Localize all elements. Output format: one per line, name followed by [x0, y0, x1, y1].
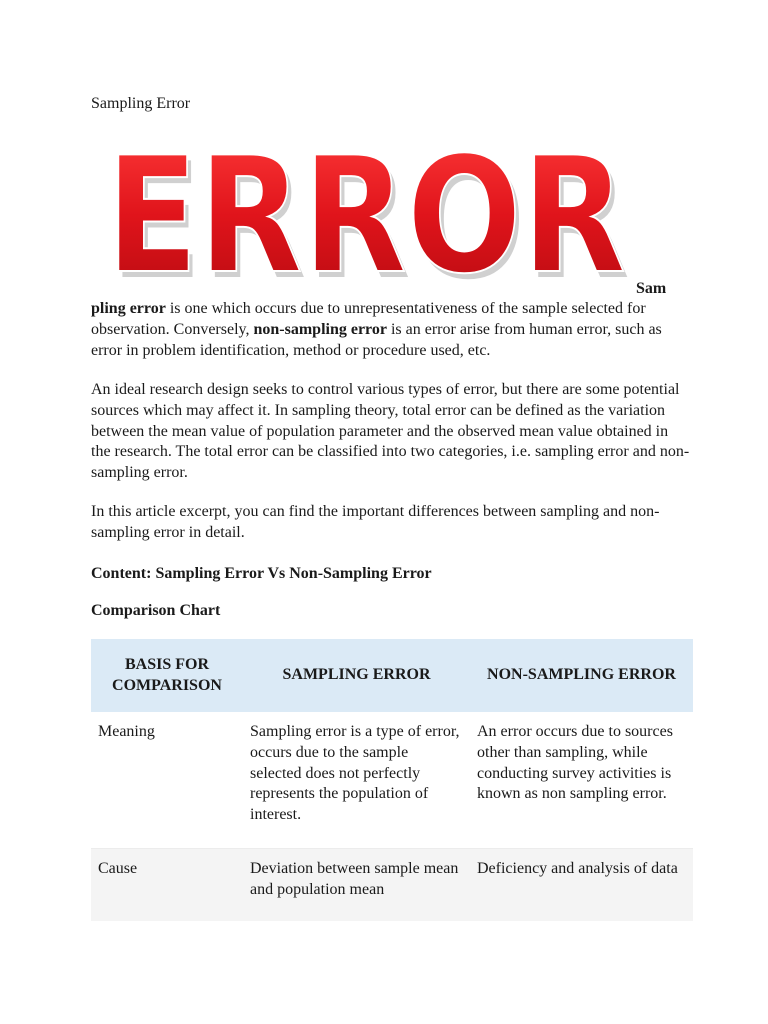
intro-bold-term-2: non-sampling error: [253, 320, 387, 338]
cell-sampling: Sampling error is a type of error, occurs due to the sample selected does not perfectly represents the population of interest.: [243, 712, 470, 849]
cell-non-sampling: An error occurs due to sources other than sampling, while conducting survey activities is known as non sampling error.: [470, 712, 693, 849]
content-heading: Content: Sampling Error Vs Non-Sampling Error: [91, 565, 432, 582]
cell-basis: Cause: [91, 849, 243, 922]
logo-text: ERROR: [106, 143, 626, 288]
intro-bold-term: pling error: [91, 300, 166, 317]
comparison-table: [91, 639, 693, 921]
paragraph-research-design: An ideal research design seeks to control various types of error, but there are some potential sources which may affect it. In sampling theory, total error can be defined as the variation between the mean value of population parameter and the observed mean value obtained in the research. The total error can be classified into two categories, i.e. sampling error and non-sampling error.: [91, 381, 690, 482]
intro-text-2: is an error arise from human error, such as error in problem identification, method or procedure used, etc.: [91, 320, 662, 359]
cell-non-sampling: Deficiency and analysis of data: [470, 849, 693, 922]
header-sampling-error: SAMPLING ERROR: [243, 639, 470, 712]
cell-basis: Meaning: [91, 712, 243, 849]
header-non-sampling-error: NON-SAMPLING ERROR: [470, 639, 693, 712]
error-logo-image: [96, 143, 636, 288]
paragraph-excerpt: In this article excerpt, you can find the important differences between sampling and non-sampling error in detail.: [91, 503, 660, 541]
comparison-chart-heading: Comparison Chart: [91, 602, 221, 619]
header-basis: BASIS FOR COMPARISON: [91, 639, 243, 712]
cell-sampling: Deviation between sample mean and population mean: [243, 849, 470, 922]
table-row: [91, 712, 693, 849]
table-row: [91, 849, 693, 922]
intro-lead-fragment: Sam: [636, 280, 667, 297]
document-title: Sampling Error: [91, 95, 191, 112]
intro-text-1: is one which occurs due to unrepresentativeness of the sample selected for observation. Conversely,: [91, 300, 646, 338]
table-header-row: [91, 639, 693, 712]
logo-shadow: ERROR: [110, 143, 630, 288]
intro-paragraph: [91, 299, 691, 361]
